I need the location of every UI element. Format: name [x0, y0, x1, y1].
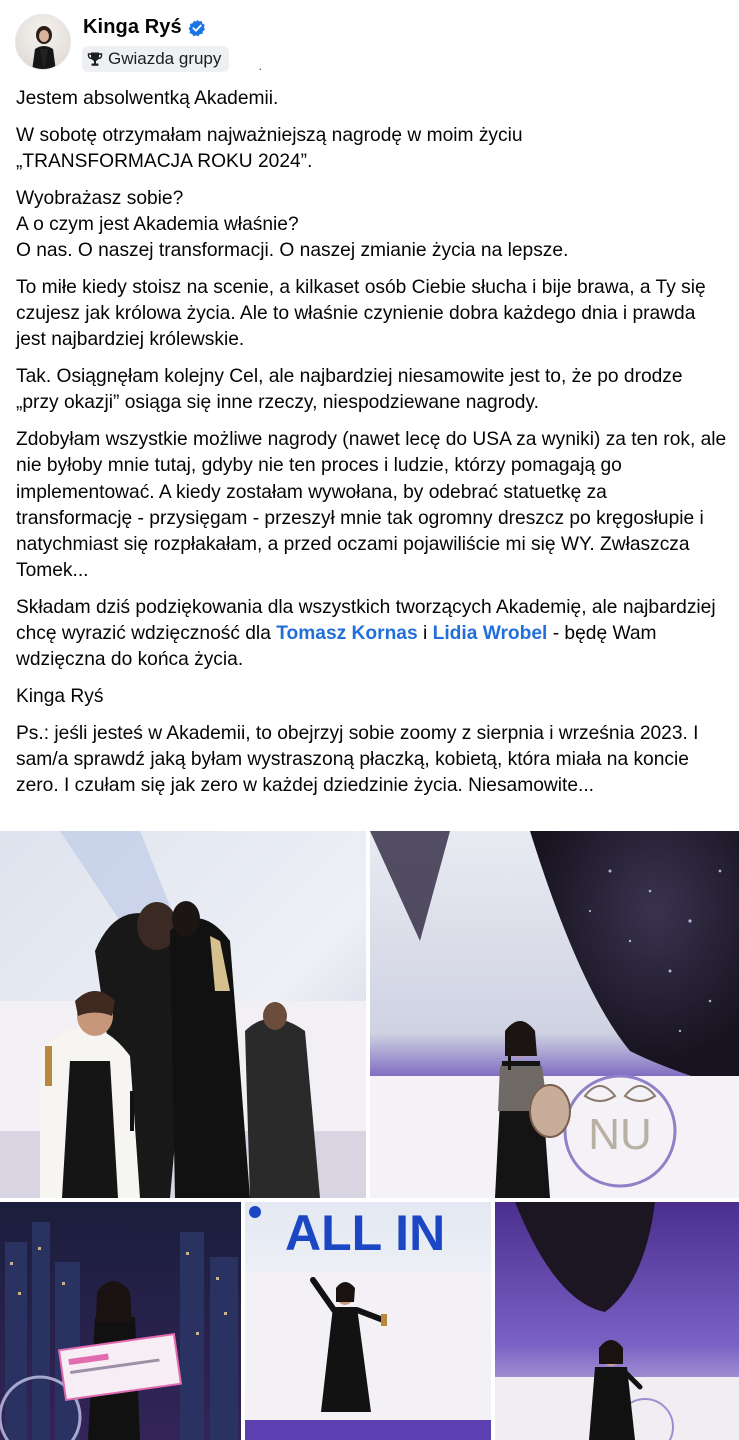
thanks-text-between: i: [417, 623, 433, 645]
photo-all-in-banner[interactable]: [245, 1202, 491, 1440]
photo-stage-purple[interactable]: [495, 1202, 739, 1440]
photo-speech-on-stage[interactable]: [370, 831, 739, 1198]
paragraph: W sobotę otrzymałam najważniejszą nagrodę w moim życiu „TRANSFORMACJA ROKU 2024”.: [16, 124, 523, 172]
post-body: [16, 86, 728, 810]
paragraph: Jestem absolwentką Akademii.: [16, 88, 279, 109]
banner-text: ALL IN: [285, 1205, 446, 1261]
separator-dot: ·: [258, 60, 263, 76]
verified-badge-icon: [188, 19, 206, 37]
author-name-text[interactable]: Kinga Ryś: [83, 16, 182, 38]
thanks-paragraph: [16, 595, 728, 674]
thanks-text-after: - będę Wam wdzięczna do końca życia.: [16, 623, 657, 671]
thanks-text-before: Składam dziś podziękowania dla wszystkich tworzących Akademię, ale najbardziej chcę wyrazić wdzięczność dla: [16, 597, 716, 645]
ps-paragraph: Ps.: jeśli jesteś w Akademii, to obejrzyj sobie zoomy z sierpnia i września 2023. I sam/a sprawdź jaką byłam wystraszoną płaczką, kobietą, która miała na koncie zero. I czułam się jak zero w każdej dziedzinie życia. Niesamowite...: [16, 723, 699, 797]
trophy-icon: [87, 51, 103, 67]
mention-tomasz-kornas[interactable]: Tomasz Kornas: [276, 623, 418, 645]
post-header: [15, 14, 735, 74]
mention-lidia-wrobel[interactable]: Lidia Wrobel: [432, 623, 548, 645]
paragraph: Wyobrażasz sobie? A o czym jest Akademia właśnie? O nas. O naszej transformacji. O naszej zmianie życia na lepsze.: [16, 187, 569, 262]
stage-logo-text: NU: [588, 1110, 652, 1159]
photo-grid: [0, 831, 739, 1440]
badge-label: Gwiazda grupy: [108, 49, 222, 68]
avatar[interactable]: [15, 14, 71, 70]
paragraph: Zdobyłam wszystkie możliwe nagrody (nawet lecę do USA za wyniki) za ten rok, ale nie byłoby mnie tutaj, gdyby nie ten proces i ludzie, którzy pomagają go implementować. A kiedy zostałam wywołana, by odebrać statuetkę za transformację - przysięgam - przeszył mnie tak ogromny dreszcz po kręgosłupie i natychmiast się rozpłakałam, a przed oczami pojawiliście mi się WY. Zwłaszcza Tomek...: [16, 429, 727, 582]
photo-hug-on-stage[interactable]: [0, 831, 366, 1198]
paragraph: To miłe kiedy stoisz na scenie, a kilkaset osób Ciebie słucha i bije brawa, a Ty się czujesz jak królowa życia. Ale to właśnie czynienie dobra każdego dnia i prawda jest najbardziej królewskie.: [16, 277, 706, 351]
author-name[interactable]: [83, 16, 206, 39]
signature: Kinga Ryś: [16, 686, 104, 708]
photo-cheque-city[interactable]: [0, 1202, 241, 1440]
paragraph: Tak. Osiągnęłam kolejny Cel, ale najbardziej niesamowite jest to, że po drodze „przy okazji” osiąga się inne rzeczy, niespodziewane nagrody.: [16, 366, 683, 414]
group-star-badge[interactable]: [82, 46, 229, 72]
